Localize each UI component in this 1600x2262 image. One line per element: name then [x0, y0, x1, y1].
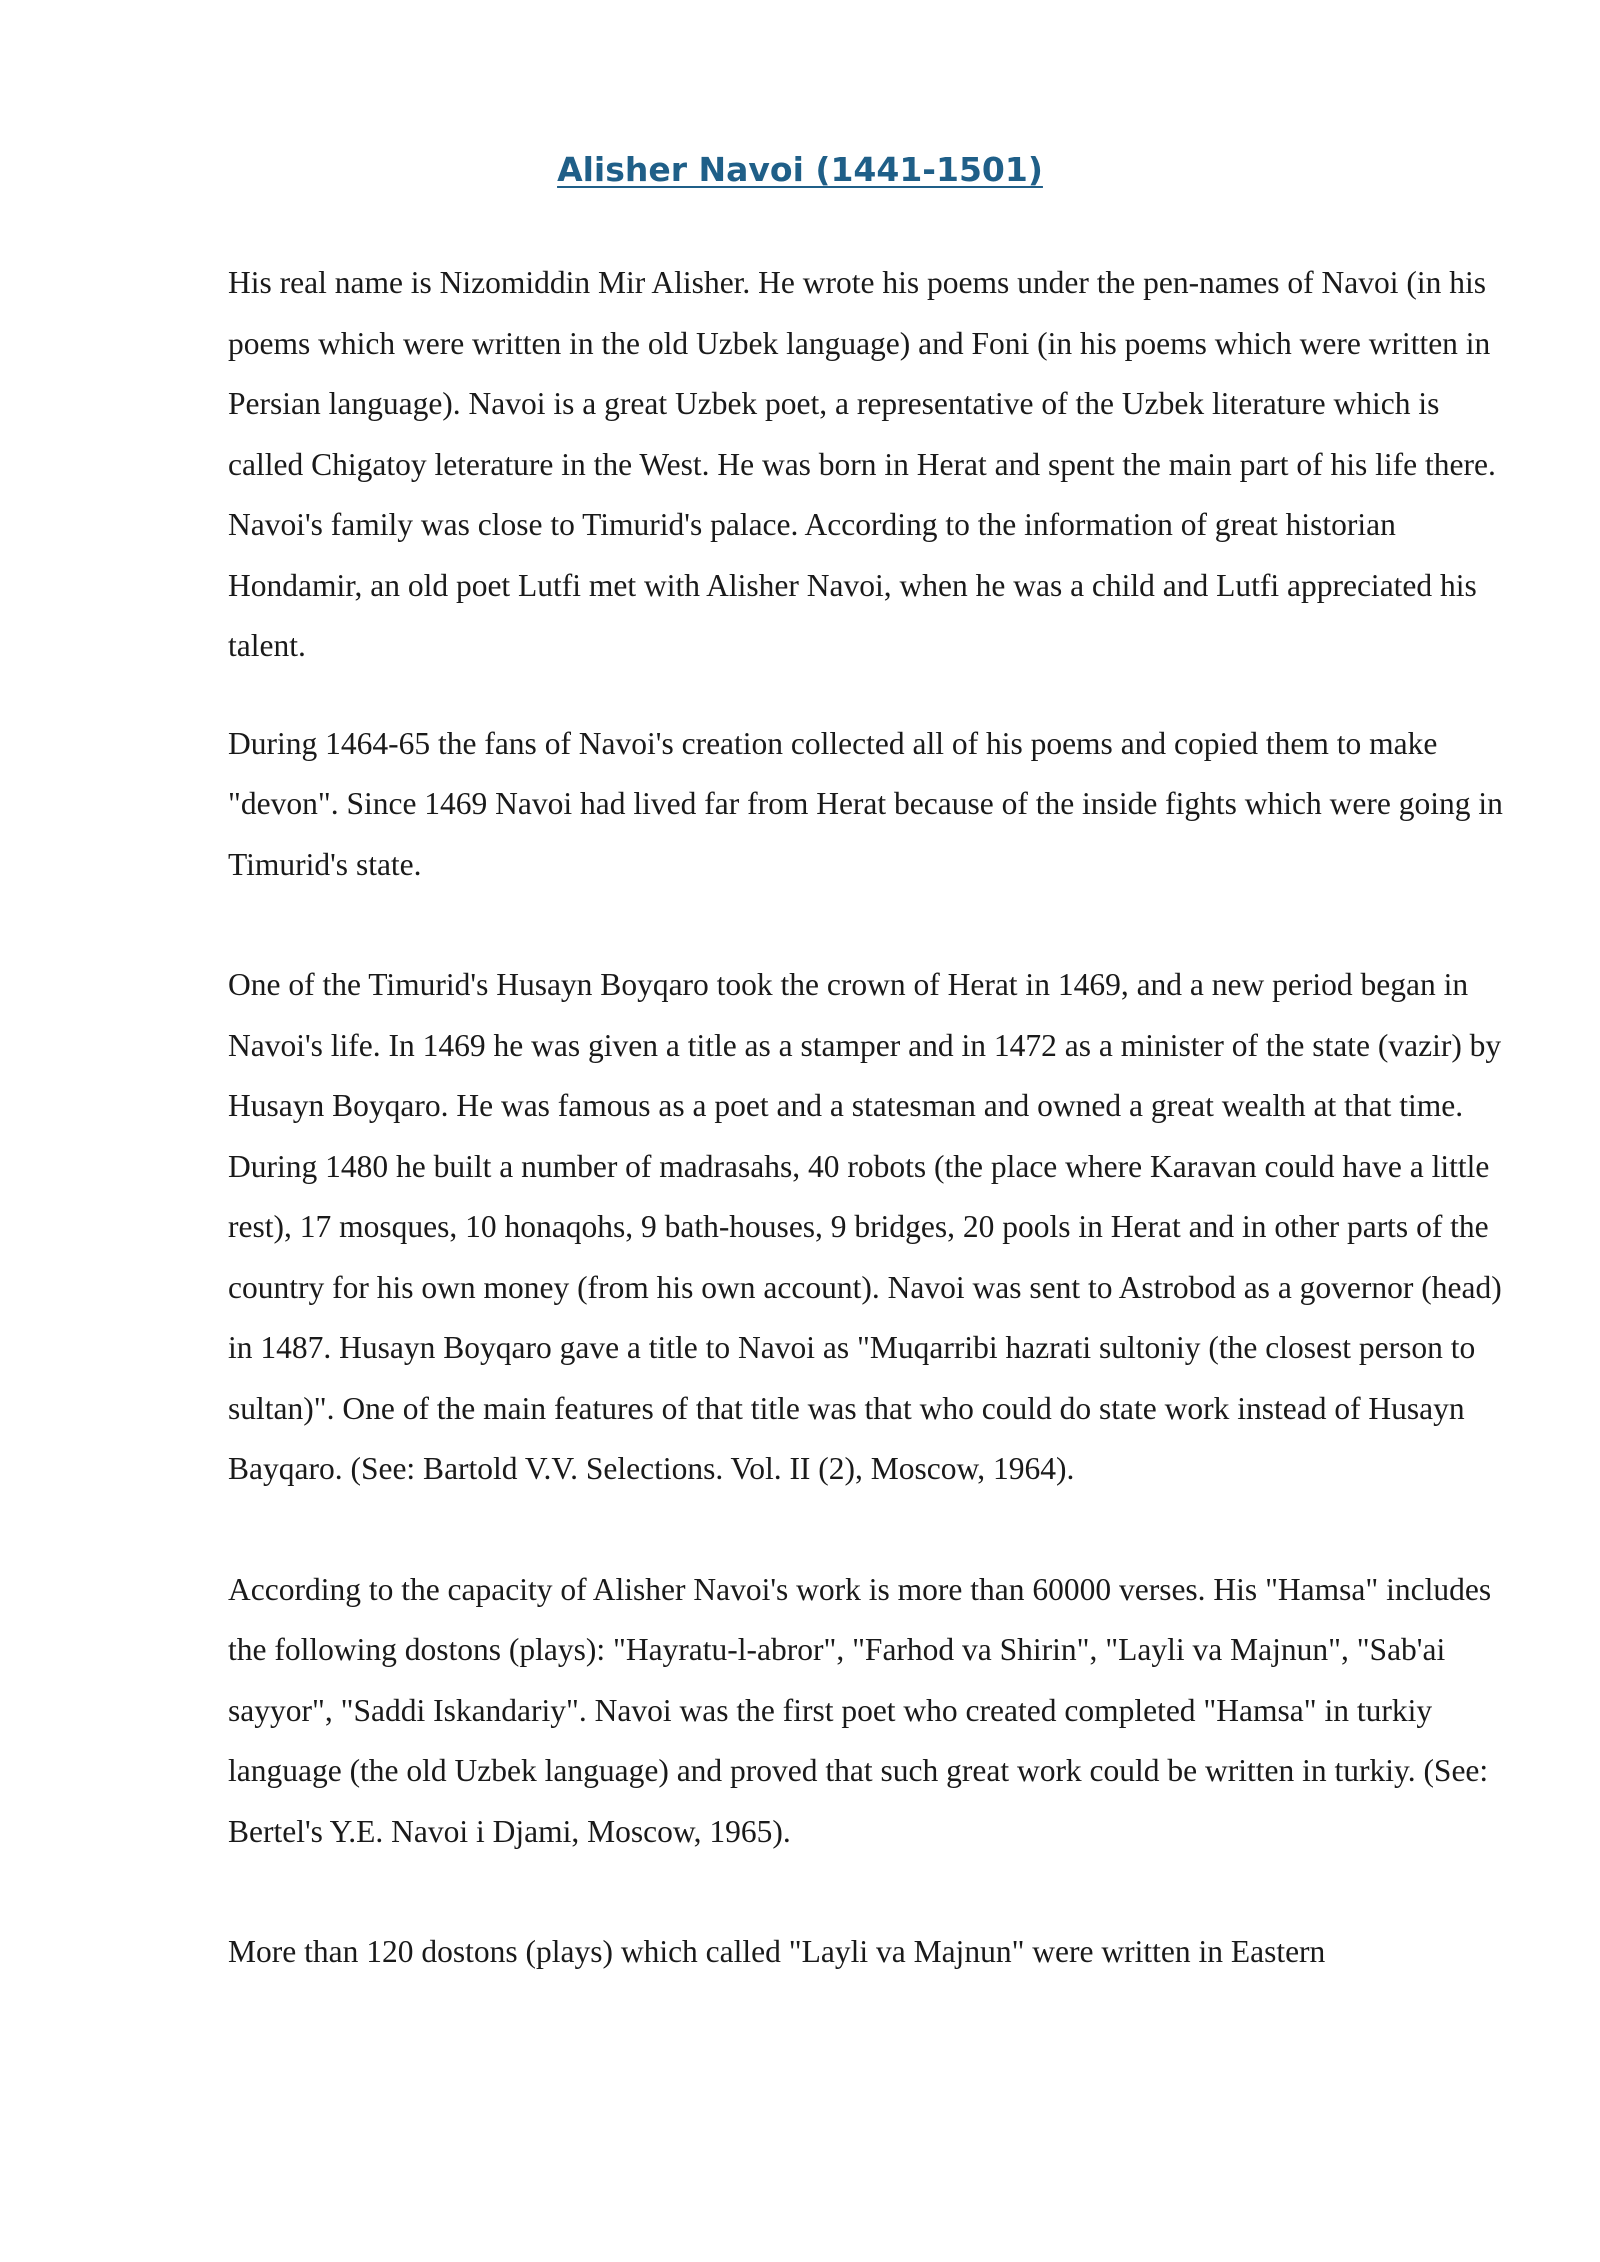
paragraph-career: One of the Timurid's Husayn Boyqaro took the crown of Herat in 1469, and a new period began in Navoi's life. In 1469 he was given a title as a stamper and in 1472 as a minister of the state (vazir) by Husayn Boyqaro. He was famous as a poet and a statesman and owned a great wealth at that time. During 1480 he built a number of madrasahs, 40 robots (the place where Karavan could have a little rest), 17 mosques, 10 honaqohs, 9 bath-houses, 9 bridges, 20 pools in Herat and in other parts of the country for his own money (from his own account). Navoi was sent to Astrobod as a governor (head) in 1487. Husayn Boyqaro gave a title to Navoi as "Muqarribi hazrati sultoniy (the closest person to sultan)". One of the main features of that title was that who could do state work instead of Husayn Bayqaro. (See: Bartold V.V. Selections. Vol. II (2), Moscow, 1964). — [228, 967, 1502, 1486]
document-body — [228, 253, 1508, 1983]
paragraph-biography: His real name is Nizomiddin Mir Alisher. He wrote his poems under the pen-names of Navoi (in his poems which were written in the old Uzbek language) and Foni (in his poems which were written in Persian language). Navoi is a great Uzbek poet, a representative of the Uzbek literature which is called Chigatoy leterature in the West. He was born in Herat and spent the main part of his life there. Navoi's family was close to Timurid's palace. According to the information of great historian Hondamir, an old poet Lutfi met with Alisher Navoi, when he was a child and Lutfi appreciated his talent. — [228, 265, 1496, 663]
page-title: Alisher Navoi (1441-1501) — [557, 150, 1043, 189]
paragraph-hamsa: According to the capacity of Alisher Navoi's work is more than 60000 verses. His "Hamsa" includes the following dostons (plays): "Hayratu-l-abror", "Farhod va Shirin", "Layli va Majnun", "Sab'ai sayyor", "Saddi Iskandariy". Navoi was the first poet who created completed "Hamsa" in turkiy language (the old Uzbek language) and proved that such great work could be written in turkiy. (See: Bertel's Y.E. Navoi i Djami, Moscow, 1965). — [228, 1571, 1492, 1849]
paragraph-devon: During 1464-65 the fans of Navoi's creation collected all of his poems and copied them to make "devon". Since 1469 Navoi had lived far from Herat because of the inside fights which were going in Timurid's state. — [228, 725, 1503, 882]
paragraph-layli-majnun: More than 120 dostons (plays) which called "Layli va Majnun" were written in Eastern — [228, 1934, 1326, 1969]
